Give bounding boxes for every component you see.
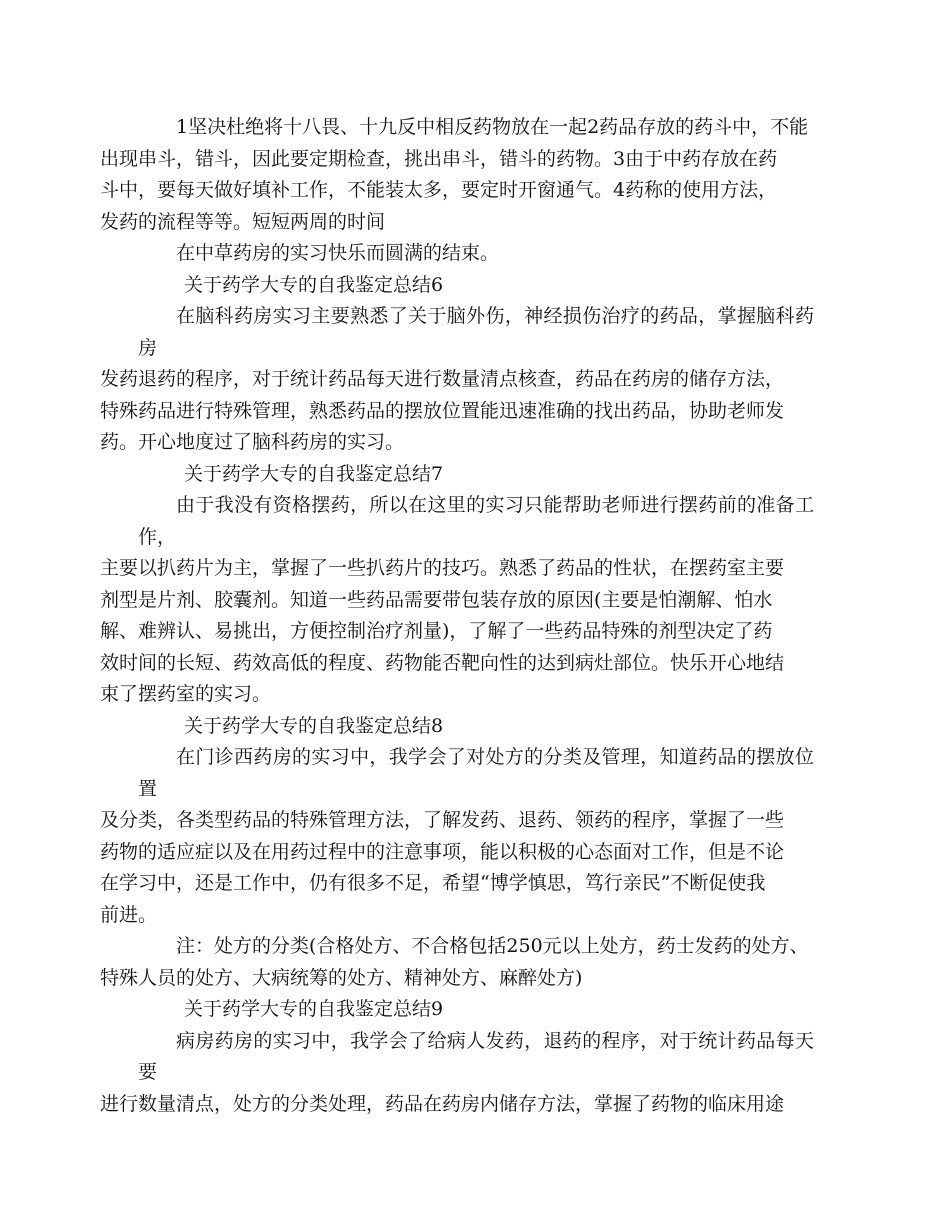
section-heading-9: 关于药学大专的自我鉴定总结9 [184,998,444,1020]
document-body [100,112,814,1120]
text-line: 注：处方的分类(合格处方、不合格包括250元以上处方，药士发药的处方、 [176,935,809,957]
section-heading-6: 关于药学大专的自我鉴定总结6 [184,273,444,296]
text-line: 药。开心地度过了脑科药房的实习。 [100,431,405,453]
text-line: 特殊药品进行特殊管理，熟悉药品的摆放位置能迅速准确的找出药品，协助老师发 [100,399,785,422]
text-line: 主要以扒药片为主，掌握了一些扒药片的技巧。熟悉了药品的性状，在摆药室主要 [100,557,785,579]
text-line: 药物的适应症以及在用药过程中的注意事项，能以积极的心态面对工作，但是不论 [100,840,785,863]
paragraph-prescription-note [100,931,814,994]
text-line: 在学习中，还是工作中，仍有很多不足，希望“博学慎思，笃行亲民”不断促使我 [100,872,766,894]
text-line: 发药退药的程序，对于统计药品每天进行数量清点核查，药品在药房的储存方法， [100,368,785,390]
text-line: 及分类，各类型药品的特殊管理方法，了解发药、退药、领药的程序，掌握了一些 [100,809,785,831]
text-line: 出现串斗，错斗，因此要定期检查，挑出串斗，错斗的药物。3由于中药存放在药 [100,147,778,170]
section-heading-7: 关于药学大专的自我鉴定总结7 [184,462,444,485]
text-line: 由于我没有资格摆药，所以在这里的实习只能帮助老师进行摆药前的准备工作， [138,494,814,548]
text-line: 束了摆药室的实习。 [100,683,272,705]
paragraph-herbal-pharmacy-end [138,238,814,270]
paragraph-neuro-pharmacy [100,301,814,459]
paragraph-outpatient-pharmacy [100,742,814,931]
paragraph-dispensing-room [100,490,814,711]
text-line: 斗中，要每天做好填补工作，不能装太多，要定时开窗通气。4药称的使用方法， [100,179,778,201]
text-line: 1坚决杜绝将十八畏、十九反中相反药物放在一起2药品存放的药斗中，不能 [176,116,809,138]
text-line: 在中草药房的实习快乐而圆满的结束。 [176,242,500,264]
text-line: 在门诊西药房的实习中，我学会了对处方的分类及管理，知道药品的摆放位置 [138,746,814,800]
text-line: 剂型是片剂、胶囊剂。知道一些药品需要带包装存放的原因(主要是怕潮解、怕水 [100,588,773,611]
text-line: 进行数量清点，处方的分类处理，药品在药房内储存方法，掌握了药物的临床用途 [100,1092,785,1115]
paragraph-medicine-storage [100,112,814,238]
paragraph-ward-pharmacy [100,1026,814,1121]
section-heading-8: 关于药学大专的自我鉴定总结8 [184,714,444,737]
text-line: 在脑科药房实习主要熟悉了关于脑外伤，神经损伤治疗的药品，掌握脑科药房 [138,305,814,359]
text-line: 前进。 [100,903,158,926]
text-line: 病房药房的实习中，我学会了给病人发药，退药的程序，对于统计药品每天要 [138,1029,814,1083]
text-line: 解、难辨认、易挑出，方便控制治疗剂量)，了解了一些药品特殊的剂型决定了药 [100,620,773,642]
text-line: 特殊人员的处方、大病统筹的处方、精神处方、麻醉处方) [100,966,583,989]
text-line: 发药的流程等等。短短两周的时间 [100,210,386,233]
text-line: 效时间的长短、药效高低的程度、药物能否靶向性的达到病灶部位。快乐开心地结 [100,651,785,674]
